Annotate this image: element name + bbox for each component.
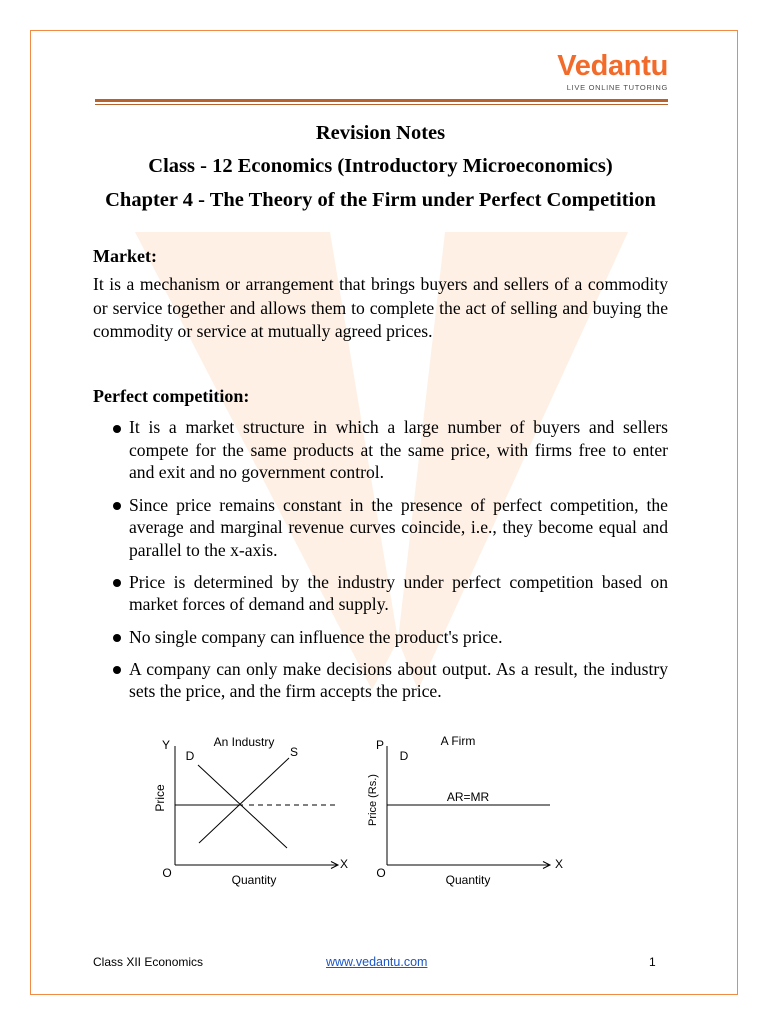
- firm-origin-label: O: [376, 866, 386, 880]
- document-subject: Class - 12 Economics (Introductory Microeconomics): [148, 155, 613, 177]
- footer-class-label: Class XII Economics: [93, 955, 204, 969]
- industry-x-axis-letter: X: [339, 857, 349, 871]
- market-paragraph: It is a mechanism or arrangement that brings buyers and sellers of a commodity or service together and allows them to complete the act of selling and buying the commodity or service at mutually agreed prices.: [93, 274, 668, 341]
- industry-diagram-title: An Industry: [213, 735, 275, 749]
- industry-x-axis-label: Quantity: [231, 873, 277, 887]
- industry-origin-label: O: [162, 866, 172, 880]
- market-heading: Market:: [93, 246, 157, 266]
- chapter-title: Chapter 4 - The Theory of the Firm under Perfect Competition: [105, 189, 656, 211]
- logo-tagline: LIVE ONLINE TUTORING: [566, 83, 668, 92]
- firm-x-axis-label: Quantity: [445, 873, 491, 887]
- firm-curve-label: AR=MR: [446, 790, 490, 804]
- bullet-text: Price is determined by the industry under perfect competition based on market forces of demand and supply.: [129, 571, 668, 614]
- page-border: [30, 30, 738, 995]
- document-title: Revision Notes: [315, 122, 446, 144]
- website-link[interactable]: www.vedantu.com: [326, 955, 428, 969]
- bullet-text: It is a market structure in which a large number of buyers and sellers compete for the same products at the same price, with firms free to enter and exit and no government control.: [129, 417, 668, 482]
- firm-diagram-title: A Firm: [440, 734, 476, 748]
- perfect-competition-heading: Perfect competition:: [93, 386, 250, 406]
- firm-y-axis-label: Price (Rs.): [367, 774, 379, 826]
- bullet-text: No single company can influence the product's price.: [129, 626, 503, 647]
- firm-demand-label: D: [399, 749, 409, 763]
- logo-wordmark: Vedantu: [557, 50, 668, 82]
- industry-y-axis-label: Price: [153, 784, 167, 812]
- firm-x-axis-letter: X: [554, 857, 564, 871]
- industry-demand-label: D: [185, 749, 195, 763]
- firm-y-axis-letter: P: [375, 738, 385, 752]
- industry-supply-label: S: [289, 745, 299, 759]
- bullet-text: Since price remains constant in the presence of perfect competition, the average and marginal revenue curves coincide, i.e., they become equal and parallel to the x-axis.: [129, 494, 668, 560]
- industry-y-axis-letter: Y: [161, 738, 171, 752]
- bullet-text: A company can only make decisions about output. As a result, the industry sets the price, and the firm accepts the price.: [129, 658, 668, 701]
- page-number: 1: [649, 955, 656, 969]
